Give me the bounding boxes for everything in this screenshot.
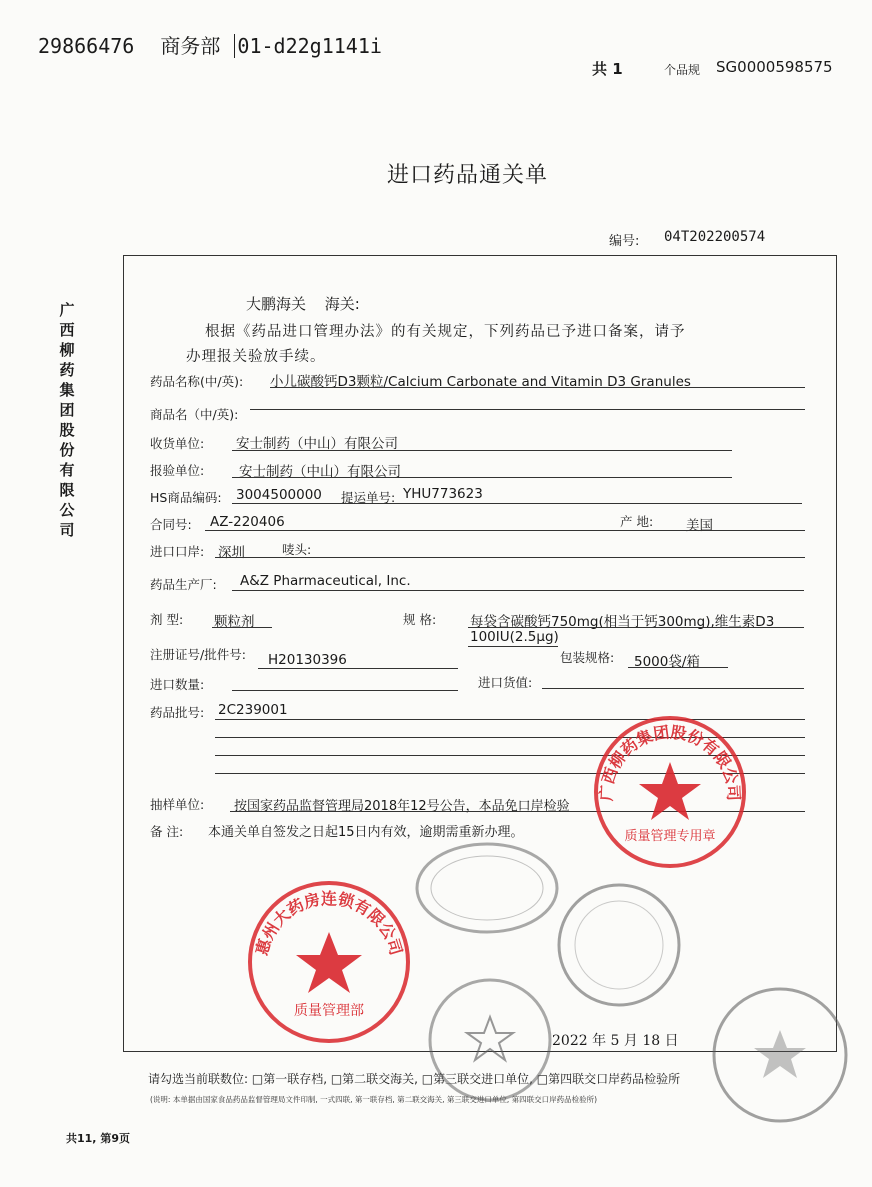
form-label: 剂 型:: [150, 612, 184, 627]
trade-name-label: 商品名（中/英):: [150, 407, 239, 422]
value-label: 进口货值:: [478, 675, 533, 690]
hs-code: 3004500000: [236, 487, 322, 503]
port: 深圳: [218, 545, 245, 561]
mark-label: 唛头:: [282, 542, 312, 557]
port-label: 进口口岸:: [150, 544, 205, 559]
hs-label: HS商品编码:: [150, 490, 222, 505]
contract-label: 合同号:: [150, 517, 192, 532]
maker-label: 药品生产厂:: [150, 577, 217, 592]
svg-text:质量管理专用章: 质量管理专用章: [624, 829, 716, 844]
batch-label: 药品批号:: [150, 705, 205, 720]
drug-name-label: 药品名称(中/英):: [150, 374, 244, 389]
total-count: 共 1: [592, 60, 623, 78]
pharmacy-seal: [244, 877, 414, 1047]
issue-date: 2022 年 5 月 18 日: [552, 1033, 679, 1049]
gray-oval-seal: [412, 838, 562, 938]
pack-spec: 5000袋/箱: [634, 654, 700, 670]
gray-round-seal-2: [420, 975, 560, 1105]
footnote: (说明: 本单据由国家食品药品监督管理局文件印制, 一式四联, 第一联存档, 第二联交海关, 第三联交进口单位, 第四联交口岸药品检验所): [150, 1095, 598, 1104]
number-value: 04T202200574: [664, 229, 766, 245]
batch-number: 2C239001: [218, 702, 288, 718]
sampling-unit: 按国家药品监督管理局2018年12号公告，本品免口岸检验: [234, 799, 570, 814]
sampling-label: 抽样单位:: [150, 797, 205, 812]
number-label: 编号:: [609, 234, 640, 249]
consignee: 安士制药（中山）有限公司: [236, 436, 398, 452]
page-number: 共11, 第9页: [66, 1132, 130, 1145]
pack-label: 包装规格:: [560, 650, 615, 665]
consignee-label: 收货单位:: [150, 436, 205, 451]
svg-text:惠州大药房连锁有限公司: 惠州大药房连锁有限公司: [252, 889, 406, 958]
dept: 商务部: [160, 34, 221, 58]
qty-label: 进口数量:: [150, 677, 205, 692]
bl-label: 提运单号:: [341, 490, 396, 505]
doc-id: 29866476: [38, 34, 135, 58]
quality-seal: [590, 712, 750, 872]
maker: A&Z Pharmaceutical, Inc.: [240, 573, 411, 589]
spec-label: 规 格:: [403, 612, 437, 627]
remark-label: 备 注:: [150, 824, 184, 839]
origin-label: 产 地:: [620, 514, 654, 529]
svg-text:质量管理部: 质量管理部: [294, 1003, 364, 1019]
reg-number: H20130396: [268, 652, 347, 668]
item-code: SG0000598575: [716, 58, 833, 76]
intro-line-2: 办理报关验放手续。: [186, 349, 326, 365]
page-title: 进口药品通关单: [387, 163, 549, 188]
gray-round-seal-1: [554, 880, 684, 1010]
customs-name: 大鹏海关: [246, 295, 307, 313]
inspection-unit: 安士制药（中山）有限公司: [239, 464, 401, 480]
intro-line-1: 根据《药品进口管理办法》的有关规定，下列药品已予进口备案，请予: [205, 324, 686, 340]
copy-selection: 请勾选当前联数位: □第一联存档, □第二联交海关, □第三联交进口单位, □第四联交口岸药品检验所: [148, 1072, 681, 1086]
svg-text:广西柳药集团股份有限公司: 广西柳药集团股份有限公司: [596, 722, 744, 802]
spec-line-2: 100IU(2.5μg): [470, 629, 559, 645]
drug-name: 小儿碳酸钙D3颗粒/Calcium Carbonate and Vitamin D3 Granules: [270, 374, 691, 390]
side-company-name: 广 西 柳 药 集 团 股 份 有 限 公 司: [59, 301, 75, 539]
remark: 本通关单自签发之日起15日内有效，逾期需重新办理。: [208, 825, 524, 840]
bl-number: YHU773623: [403, 486, 483, 502]
item-label: 个品规: [664, 63, 701, 77]
spec-line-1: 每袋含碳酸钙750mg(相当于钙300mg),维生素D3: [470, 614, 775, 630]
origin: 美国: [686, 518, 713, 534]
dosage-form: 颗粒剂: [214, 614, 255, 630]
inspection-label: 报验单位:: [150, 463, 205, 478]
gray-round-seal-3: [700, 985, 850, 1125]
reg-label: 注册证号/批件号:: [150, 647, 246, 662]
doc-code: 01-d22g1141i: [237, 34, 382, 58]
contract-number: AZ-220406: [210, 514, 285, 530]
customs-suffix: 海关:: [324, 295, 360, 313]
